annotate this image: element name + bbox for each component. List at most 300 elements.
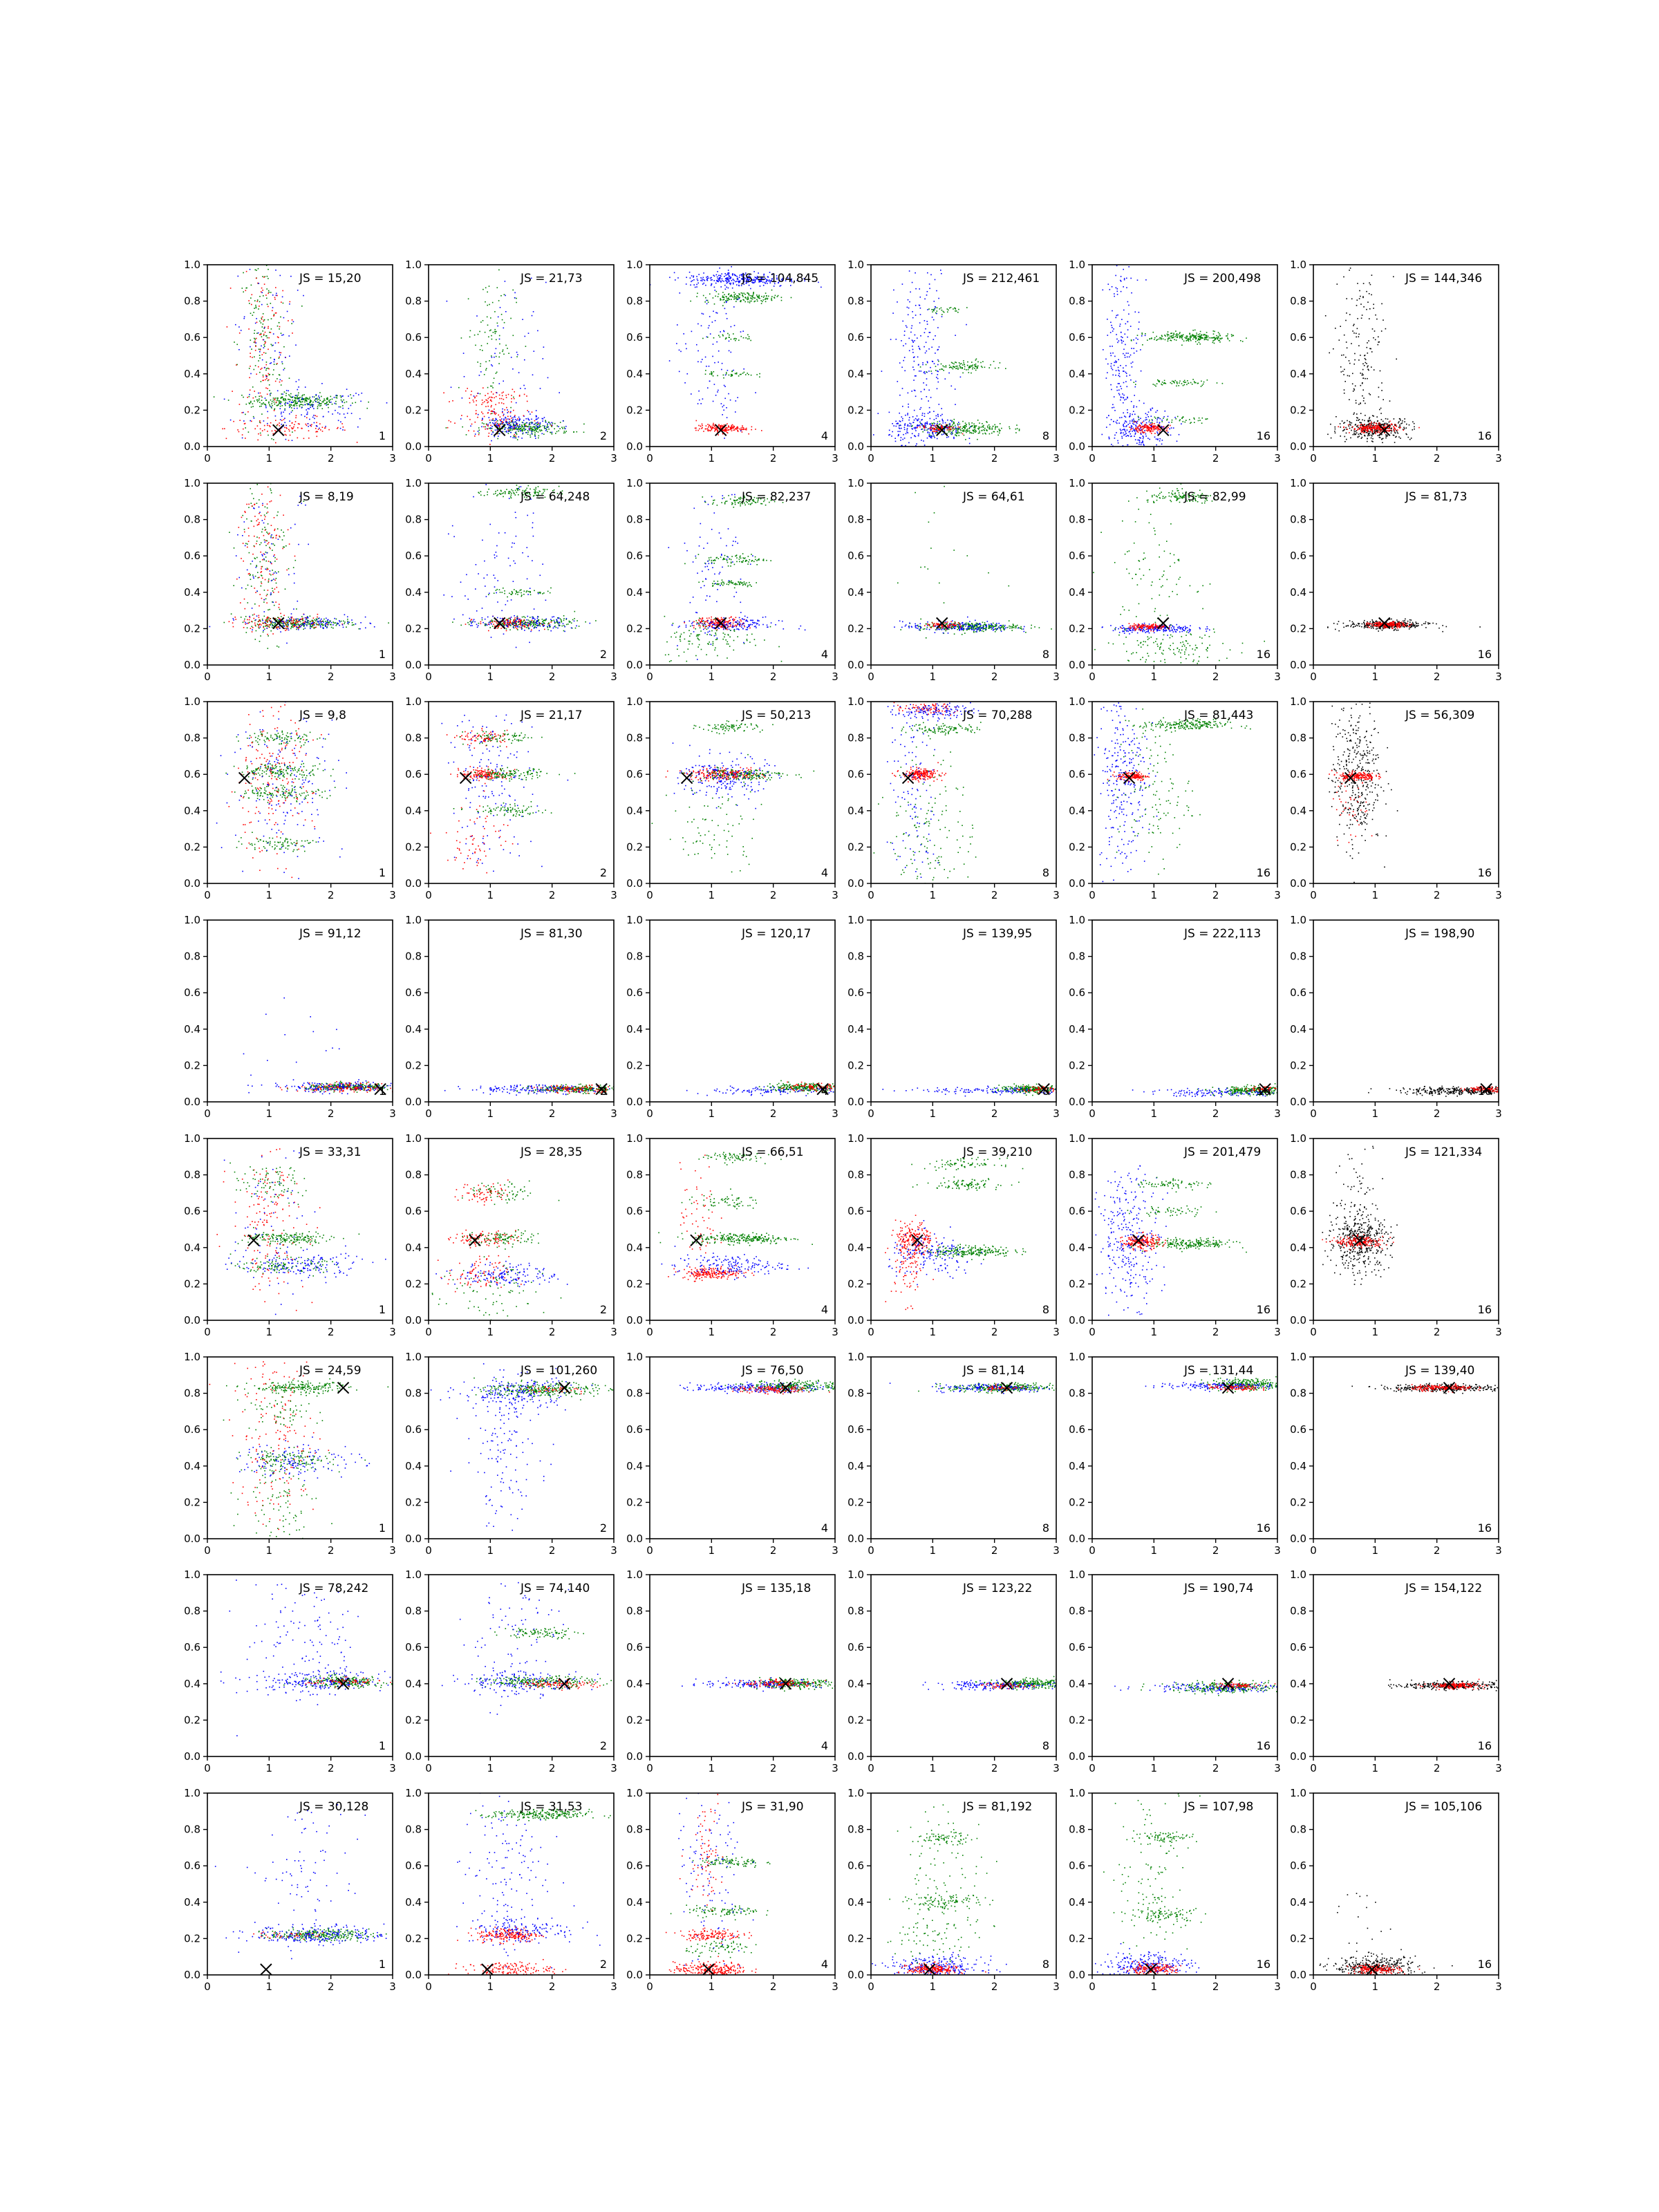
scatter-point [1382, 442, 1383, 444]
scatter-point [489, 420, 491, 421]
scatter-point [1360, 296, 1361, 297]
scatter-point [951, 362, 953, 364]
scatter-point [1170, 382, 1172, 384]
scatter-point [498, 363, 500, 364]
scatter-point [285, 398, 286, 400]
scatter-point [1198, 338, 1199, 339]
scatter-point [695, 428, 697, 429]
scatter-point [1365, 428, 1366, 429]
scatter-point [948, 373, 950, 374]
scatter-point [902, 283, 903, 285]
scatter-point [932, 434, 934, 435]
scatter-point [310, 426, 312, 427]
scatter-point [516, 423, 517, 424]
scatter-point [718, 390, 719, 391]
scatter-point [687, 373, 688, 375]
scatter-point [941, 368, 942, 370]
scatter-point [763, 297, 765, 298]
scatter-point [506, 397, 507, 398]
scatter-point [675, 279, 676, 281]
scatter-point [1197, 336, 1199, 337]
axes-frame [429, 265, 614, 447]
scatter-point [358, 394, 359, 395]
scatter-point [262, 354, 263, 355]
scatter-point [957, 423, 959, 424]
scatter-point [1335, 416, 1337, 418]
scatter-point [500, 423, 501, 424]
scatter-point [1165, 339, 1166, 341]
scatter-point [1145, 424, 1146, 425]
scatter-point [550, 424, 552, 426]
scatter-point [718, 362, 719, 363]
scatter-point [930, 397, 932, 398]
scatter-point [742, 373, 744, 374]
scatter-point [1186, 384, 1188, 386]
scatter-point [292, 422, 293, 424]
scatter-point [709, 294, 711, 295]
scatter-point [1340, 435, 1341, 437]
scatter-point [239, 332, 241, 334]
scatter-point [291, 323, 292, 324]
scatter-point [1201, 422, 1203, 424]
scatter-point [468, 299, 469, 300]
scatter-point [1124, 400, 1125, 401]
scatter-point [1371, 425, 1372, 427]
scatter-point [534, 431, 535, 432]
scatter-point [1171, 427, 1172, 429]
scatter-point [264, 404, 265, 405]
scatter-point [1343, 427, 1344, 429]
scatter-point [900, 425, 901, 427]
scatter-point [540, 422, 541, 424]
scatter-point [918, 435, 919, 437]
scatter-point [1129, 416, 1130, 418]
scatter-point [310, 402, 311, 404]
scatter-point [267, 425, 268, 427]
scatter-point [525, 429, 527, 430]
scatter-point [726, 407, 727, 409]
scatter-point [516, 298, 517, 299]
scatter-point [248, 431, 250, 433]
scatter-point [1190, 338, 1191, 339]
scatter-point [733, 292, 735, 293]
scatter-point [939, 369, 941, 371]
scatter-point [724, 299, 725, 300]
scatter-point [577, 431, 578, 433]
scatter-point [1206, 335, 1207, 336]
scatter-point [975, 430, 977, 431]
scatter-point [261, 333, 262, 335]
scatter-point [1400, 420, 1401, 421]
scatter-point [709, 366, 710, 367]
scatter-point [1406, 427, 1407, 429]
x-tick-label: 1 [709, 452, 715, 465]
panel-r2-c1 [184, 477, 396, 683]
scatter-point [937, 388, 938, 390]
scatter-point [357, 442, 358, 443]
scatter-point [279, 328, 280, 330]
scatter-point [1111, 419, 1112, 420]
scatter-point [733, 299, 735, 300]
scatter-point [696, 344, 697, 346]
scatter-point [1377, 420, 1378, 422]
scatter-point [292, 410, 293, 411]
scatter-point [1154, 426, 1156, 427]
scatter-point [263, 402, 264, 404]
scatter-point [1352, 384, 1353, 385]
scatter-point [697, 293, 698, 294]
scatter-point [252, 403, 254, 404]
scatter-point [512, 419, 514, 420]
scatter-point [268, 368, 269, 369]
scatter-point [1170, 336, 1171, 337]
scatter-point [270, 422, 272, 424]
scatter-point [556, 425, 558, 427]
scatter-point [735, 281, 736, 283]
scatter-point [895, 441, 897, 442]
scatter-point [1168, 337, 1170, 339]
scatter-point [261, 381, 262, 382]
scatter-point [494, 397, 495, 399]
x-tick-label: 0 [425, 452, 432, 465]
scatter-point [527, 422, 528, 424]
scatter-point [560, 422, 561, 423]
scatter-point [1356, 337, 1357, 338]
scatter-point [735, 298, 736, 299]
scatter-point [316, 395, 317, 396]
scatter-point [295, 402, 297, 404]
scatter-point [1118, 373, 1120, 375]
scatter-point [964, 429, 965, 431]
scatter-point [491, 426, 493, 427]
scatter-point [1362, 426, 1363, 427]
scatter-point [258, 433, 259, 435]
scatter-point [530, 427, 532, 428]
scatter-point [924, 415, 926, 417]
scatter-point [924, 371, 926, 373]
scatter-point [270, 303, 272, 304]
scatter-point [499, 339, 500, 340]
scatter-point [274, 364, 275, 365]
scatter-point [487, 387, 489, 388]
scatter-point [759, 298, 760, 299]
scatter-point [255, 346, 256, 347]
scatter-point [1418, 427, 1420, 429]
scatter-point [1112, 404, 1114, 406]
scatter-point [957, 433, 959, 434]
scatter-point [508, 411, 509, 413]
scatter-point [284, 409, 285, 410]
scatter-point [308, 624, 309, 626]
scatter-point [952, 427, 953, 428]
scatter-point [1159, 418, 1160, 419]
scatter-point [1385, 423, 1387, 424]
scatter-point [1172, 335, 1174, 336]
scatter-point [335, 410, 336, 411]
scatter-point [932, 427, 934, 429]
scatter-point [1362, 375, 1363, 376]
scatter-point [254, 330, 256, 331]
scatter-point [1111, 389, 1112, 391]
scatter-point [532, 429, 534, 431]
scatter-point [1138, 417, 1139, 418]
scatter-point [718, 279, 719, 280]
scatter-point [728, 299, 729, 300]
scatter-point [1117, 315, 1118, 316]
scatter-point [935, 423, 936, 424]
scatter-point [1157, 410, 1159, 411]
scatter-point [258, 366, 259, 368]
scatter-point [256, 308, 257, 309]
scatter-point [474, 335, 476, 336]
scatter-point [696, 276, 697, 277]
scatter-point [1125, 399, 1127, 400]
scatter-point [729, 335, 730, 336]
scatter-point [915, 390, 916, 391]
scatter-point [490, 330, 491, 331]
scatter-point [1353, 325, 1354, 326]
scatter-point [1147, 428, 1148, 429]
scatter-point [262, 290, 263, 291]
scatter-point [261, 400, 263, 401]
js-score-label: JS = 104,845 [741, 272, 818, 285]
scatter-point [488, 398, 489, 400]
scatter-point [1331, 438, 1332, 439]
scatter-point [1188, 338, 1189, 339]
scatter-point [487, 292, 488, 293]
scatter-point [962, 368, 963, 369]
scatter-point [724, 276, 725, 277]
scatter-point [1412, 422, 1414, 423]
scatter-point [771, 298, 772, 299]
scatter-point [704, 280, 706, 281]
scatter-point [1379, 432, 1380, 433]
scatter-point [487, 305, 488, 306]
scatter-point [1110, 322, 1112, 324]
scatter-point [268, 319, 269, 321]
scatter-point [491, 397, 493, 398]
scatter-point [308, 404, 309, 406]
scatter-point [1121, 342, 1123, 344]
scatter-point [514, 424, 515, 426]
scatter-point [1109, 346, 1111, 347]
scatter-point [514, 391, 515, 393]
scatter-point [503, 392, 504, 393]
scatter-point [986, 430, 988, 431]
scatter-point [931, 347, 932, 348]
scatter-point [1110, 384, 1112, 386]
scatter-point [1398, 433, 1399, 434]
scatter-point [735, 275, 736, 276]
scatter-point [937, 349, 939, 350]
x-tick-label: 2 [549, 452, 556, 465]
scatter-point [700, 280, 702, 281]
scatter-point [263, 339, 265, 341]
scatter-point [234, 341, 235, 343]
scatter-point [538, 418, 539, 419]
scatter-point [1192, 330, 1194, 331]
scatter-point [245, 427, 246, 429]
scatter-point [686, 277, 687, 279]
scatter-point [1362, 297, 1364, 299]
scatter-point [713, 401, 714, 402]
scatter-point [707, 429, 709, 431]
scatter-point [1391, 428, 1392, 429]
scatter-point [946, 366, 947, 368]
scatter-point [1154, 384, 1156, 386]
scatter-point [981, 427, 982, 428]
scatter-point [1112, 310, 1113, 312]
scatter-point [1361, 318, 1362, 319]
scatter-point [276, 397, 278, 399]
scatter-point [280, 401, 281, 402]
scatter-point [478, 334, 479, 335]
scatter-point [975, 426, 976, 427]
scatter-point [242, 434, 243, 435]
scatter-point [1173, 333, 1174, 335]
scatter-point [1156, 422, 1158, 423]
scatter-point [724, 285, 726, 286]
scatter-point [272, 345, 274, 346]
scatter-point [255, 350, 256, 351]
scatter-point [1364, 365, 1365, 366]
y-tick-label: 0.8 [626, 295, 643, 308]
scatter-point [728, 427, 729, 428]
scatter-point [559, 428, 561, 429]
scatter-point [689, 272, 691, 273]
scatter-point [950, 431, 951, 433]
scatter-point [563, 433, 565, 434]
scatter-point [912, 311, 913, 312]
scatter-point [297, 427, 299, 429]
scatter-point [318, 395, 319, 397]
scatter-point [273, 439, 274, 440]
scatter-point [1170, 425, 1171, 427]
scatter-point [1172, 383, 1173, 384]
scatter-point [1133, 428, 1134, 429]
scatter-point [1177, 416, 1179, 418]
scatter-point [971, 422, 973, 424]
scatter-point [702, 338, 704, 339]
scatter-point [934, 431, 935, 433]
scatter-point [344, 402, 346, 404]
scatter-point [1360, 429, 1361, 430]
scatter-point [308, 438, 310, 439]
scatter-point [469, 419, 471, 420]
scatter-point [705, 285, 706, 286]
scatter-point [250, 420, 251, 422]
scatter-point [821, 287, 822, 288]
scatter-point [1169, 338, 1170, 339]
scatter-point [534, 427, 536, 429]
scatter-point [264, 425, 265, 427]
scatter-point [943, 420, 944, 422]
scatter-point [261, 288, 263, 289]
scatter-point [914, 357, 915, 358]
scatter-point [1171, 335, 1172, 337]
scatter-point [927, 361, 928, 362]
scatter-point [1330, 424, 1331, 425]
scatter-point [1112, 353, 1114, 354]
scatter-point [930, 428, 931, 429]
scatter-point [1168, 334, 1170, 335]
scatter-point [781, 297, 782, 299]
scatter-point [315, 400, 316, 401]
scatter-point [492, 422, 494, 424]
scatter-point [270, 363, 271, 364]
scatter-point [910, 438, 912, 439]
scatter-point [260, 368, 261, 370]
scatter-point [930, 424, 932, 426]
scatter-point [1161, 421, 1163, 422]
scatter-point [1344, 436, 1346, 438]
scatter-point [706, 337, 708, 338]
scatter-point [516, 356, 518, 357]
scatter-point [524, 428, 525, 429]
scatter-point [697, 350, 699, 352]
scatter-point [293, 404, 294, 406]
scatter-point [505, 281, 506, 282]
scatter-point [1137, 428, 1138, 429]
scatter-point [740, 294, 741, 296]
scatter-point [1154, 433, 1156, 434]
scatter-point [268, 269, 269, 270]
scatter-point [1131, 401, 1132, 402]
scatter-point [267, 276, 268, 277]
scatter-point [296, 395, 297, 396]
scatter-point [554, 423, 556, 424]
scatter-point [284, 410, 285, 411]
scatter-point [913, 369, 915, 371]
scatter-point [731, 427, 732, 428]
scatter-point [751, 427, 753, 428]
scatter-point [1363, 306, 1365, 308]
scatter-point [955, 310, 956, 312]
scatter-point [901, 437, 902, 438]
scatter-point [476, 315, 478, 317]
scatter-point [261, 292, 263, 294]
scatter-point [1207, 418, 1208, 420]
scatter-points [1325, 268, 1420, 447]
scatter-point [1161, 384, 1162, 385]
scatter-point [315, 415, 316, 417]
scatter-point [233, 421, 234, 422]
scatter-point [740, 274, 741, 276]
scatter-point [257, 299, 259, 301]
scatter-point [1112, 286, 1113, 288]
scatter-point [729, 275, 730, 276]
scatter-point [489, 285, 490, 287]
scatter-point [264, 346, 265, 347]
scatter-point [1215, 338, 1216, 339]
scatter-point [1124, 429, 1125, 430]
scatter-point [1370, 429, 1371, 430]
scatter-point [306, 400, 307, 401]
scatter-point [336, 395, 337, 396]
scatter-point [1385, 435, 1387, 437]
scatter-point [487, 424, 489, 425]
scatter-point [1194, 382, 1195, 384]
scatter-point [505, 427, 507, 429]
scatter-point [1373, 308, 1374, 309]
scatter-point [273, 333, 274, 335]
scatter-point [1127, 444, 1128, 446]
scatter-point [1127, 353, 1129, 354]
scatter-point [1125, 426, 1127, 427]
scatter-point [1371, 435, 1372, 436]
scatter-point [983, 425, 984, 427]
scatter-point [962, 373, 964, 374]
